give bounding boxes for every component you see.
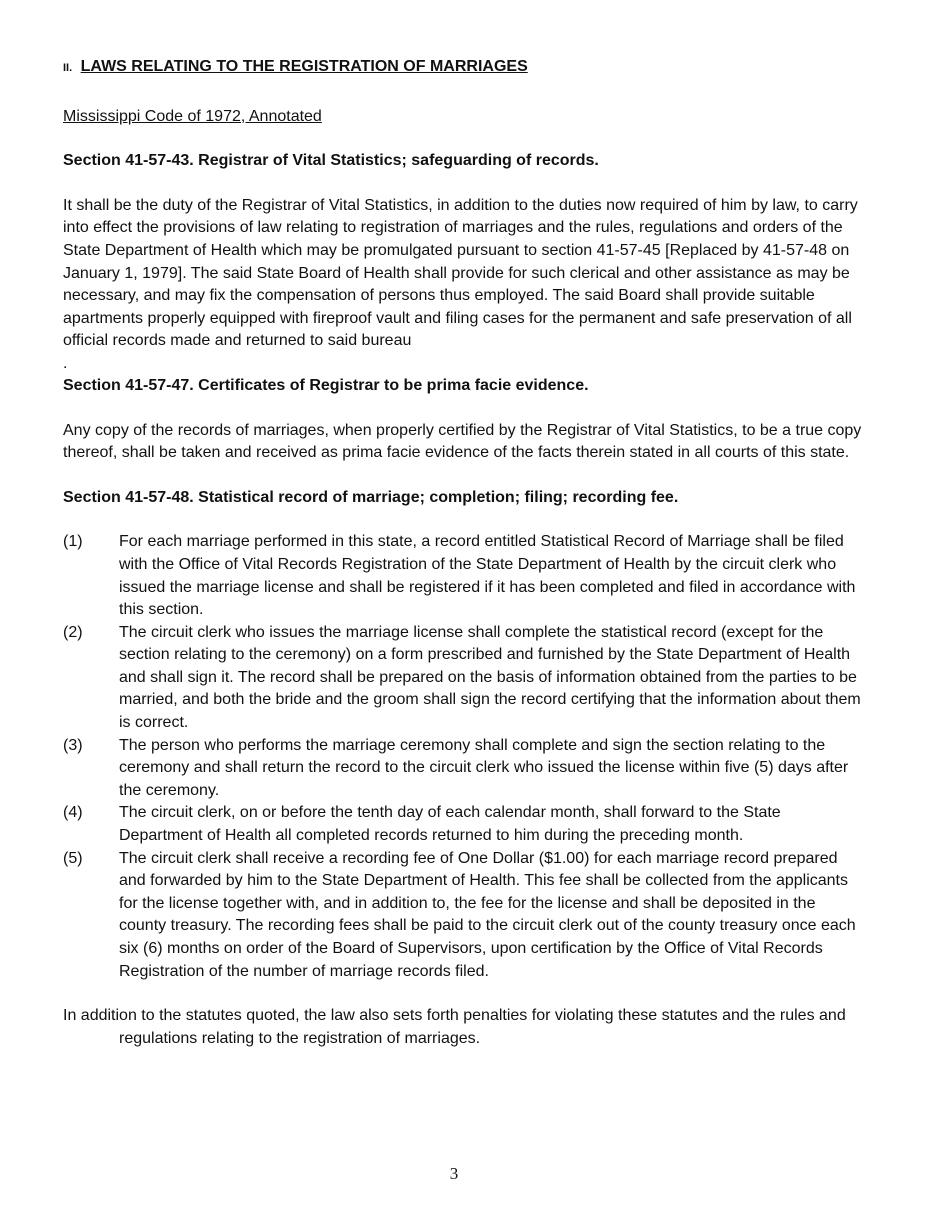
closing-paragraph: In addition to the statutes quoted, the law also sets forth penalties for violating these statutes and the rules and regulations relating to the registration of marriages. (63, 1007, 846, 1047)
section-title-41-57-47: Section 41-57-47. Certificates of Registrar to be prima facie evidence. (63, 376, 589, 394)
list-item-text: The circuit clerk, on or before the tenth day of each calendar month, shall forward to the State Department of Health all completed records returned to him during the preceding month. (119, 804, 781, 845)
document-page (63, 56, 863, 1050)
list-item (63, 802, 863, 847)
chapter-title: LAWS RELATING TO THE REGISTRATION OF MARRIAGES (80, 58, 528, 75)
chapter-heading (63, 56, 863, 80)
list-item (63, 848, 863, 984)
list-item-number: (5) (63, 849, 83, 867)
section-body-41-57-47: Any copy of the records of marriages, when properly certified by the Registrar of Vital Statistics, to be a true copy thereof, shall be taken and received as prima facie evidence of the facts therein stated in all courts of this state. (63, 421, 862, 462)
stray-period: . (63, 354, 68, 372)
section-body-41-57-43: It shall be the duty of the Registrar of Vital Statistics, in addition to the duties now required of him by law, to carry into effect the provisions of law relating to registration of marriages and the rules, regulations and orders of the State Department of Health which may be promulgated pursuant to section 41-57-45 [Replaced by 41-57-48 on January 1, 1979]. The said State Board of Health shall provide for such clerical and other assistance as may be necessary, and may fix the compensation of persons thus employed. The said Board shall provide suitable apartments properly equipped with fireproof vault and filing cases for the permanent and safe preservation of all official records made and returned to said bureau (63, 196, 858, 350)
list-item-text: The circuit clerk who issues the marriage license shall complete the statistical record (except for the section relating to the ceremony) on a form prescribed and furnished by the State Department of Health and shall sign it. The record shall be prepared on the basis of information obtained from the parties to be married, and both the bride and the groom shall sign the record certifying that the information about them is correct. (119, 623, 861, 732)
list-item (63, 622, 863, 735)
list-item-text: The circuit clerk shall receive a recording fee of One Dollar ($1.00) for each marriage record prepared and forwarded by him to the State Department of Health. This fee shall be collected from the applicants for the license together with, and in addition to, the fee for the license and shall be deposited in the county treasury. The recording fees shall be paid to the circuit clerk out of the county treasury once each six (6) months on order of the Board of Supervisors, upon certification by the Office of Vital Records Registration of the number of marriage records filed. (119, 849, 856, 980)
list-item (63, 531, 863, 621)
list-item-number: (1) (63, 533, 83, 551)
list-item-text: For each marriage performed in this state, a record entitled Statistical Record of Marriage shall be filed with the Office of Vital Records Registration of the State Department of Health by the circuit clerk who issued the marriage license and shall be registered if it has been completed and filed in accordance with this section. (119, 533, 856, 619)
section-title-41-57-48: Section 41-57-48. Statistical record of marriage; completion; filing; recording fee. (63, 488, 679, 506)
section-title-41-57-43: Section 41-57-43. Registrar of Vital Statistics; safeguarding of records. (63, 152, 599, 170)
code-title: Mississippi Code of 1972, Annotated (63, 107, 322, 125)
chapter-numeral: II. (63, 62, 73, 74)
page-number: 3 (449, 1164, 459, 1183)
list-item-number: (3) (63, 736, 83, 754)
list-item-number: (4) (63, 804, 83, 822)
list-item (63, 735, 863, 803)
list-item-text: The person who performs the marriage ceremony shall complete and sign the section relating to the ceremony and shall return the record to the circuit clerk who issued the license within five (5) days after the ceremony. (119, 736, 849, 799)
numbered-list (63, 531, 863, 983)
list-item-number: (2) (63, 623, 83, 641)
